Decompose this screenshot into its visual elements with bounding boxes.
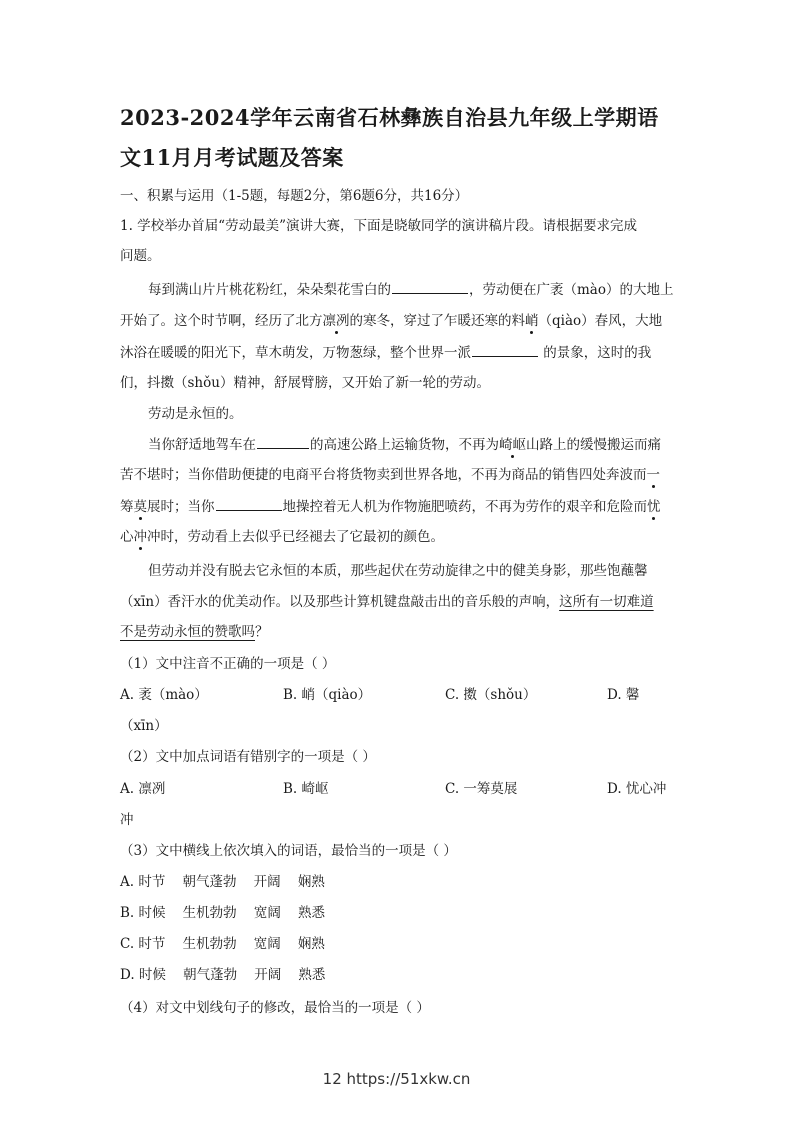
underlined-sentence: 不是劳动永恒的赞歌吗: [120, 624, 255, 640]
passage-p4-line-2: [120, 592, 676, 612]
option-d: D. 时候 朝气蓬勃 开阔 熟悉: [120, 967, 326, 983]
passage-p4-line-3: [120, 622, 676, 642]
dotted-word-xinchong: 心冲冲: [120, 529, 161, 545]
text: ，劳动便在广袤（mào）的大地上: [469, 282, 674, 298]
fill-blank-4: [216, 496, 282, 511]
option-d-wrap: （xīn）: [120, 718, 168, 734]
option-d: D. 馨: [607, 687, 640, 703]
page-footer: 12 https://51xkw.cn: [322, 1070, 471, 1088]
text: 当你舒适地驾车在: [148, 437, 256, 453]
option-b: B. 峭（qiào）: [283, 687, 372, 703]
fill-blank-1: [392, 279, 468, 294]
passage-p3-line-2: [120, 465, 676, 485]
dotted-word-you: 忧: [647, 499, 661, 515]
fill-blank-2: [472, 342, 538, 357]
option-d: D. 忧心冲: [607, 781, 667, 797]
text: 地操控着无人机为作物施肥喷药，不再为劳作的艰辛和危险而: [282, 499, 647, 515]
passage-p1-line-2: [120, 311, 676, 331]
text: ？: [255, 624, 269, 640]
dotted-word-linlie: 凛冽: [322, 313, 350, 329]
question-1-stem-line-1: 1. 学校举办首届“劳动最美”演讲大赛，下面是晓敏同学的演讲稿片段。请根据要求完成: [120, 218, 637, 234]
option-a: A. 袤（mào）: [120, 687, 208, 703]
text: 开始了。这个时节啊，经历了北方: [120, 313, 323, 329]
text: （qiào）春风，大地: [538, 313, 663, 329]
text: （xīn）香汗水的优美动作。以及那些计算机键盘敲击出的音乐般的声响，: [120, 594, 560, 610]
option-a: A. 凛冽: [120, 781, 166, 797]
passage-p1-line-3: [120, 342, 676, 363]
text: 每到满山片片桃花粉红，朵朵梨花雪白的: [148, 282, 391, 298]
question-1-stem-line-2: 问题。: [120, 248, 161, 264]
passage-p2: 劳动是永恒的。: [148, 406, 243, 422]
option-c: C. 时节 生机勃勃 宽阔 娴熟: [120, 936, 325, 952]
sub-question-3: （3）文中横线上依次填入的词语，最恰当的一项是（ ）: [120, 843, 457, 859]
text: 苦不堪时；当你借助便捷的电商平台将货物卖到世界各地，不再为商品的销售四处奔波而: [120, 467, 647, 483]
dotted-word-qiqu: 崎岖: [499, 437, 526, 453]
text: 的景象，这时的我: [539, 345, 652, 361]
option-c: C. 擞（shǒu）: [445, 687, 537, 703]
passage-p3-line-4: [120, 527, 676, 547]
document-title: 2023-2024学年云南省石林彝族自治县九年级上学期语文11月月考试题及答案: [120, 105, 659, 170]
passage-p3-line-1: [148, 434, 676, 455]
passage-p3-line-3: [120, 496, 676, 517]
option-a: A. 时节 朝气蓬勃 开阔 娴熟: [120, 874, 325, 890]
sub-question-1: （1）文中注音不正确的一项是（ ）: [120, 656, 336, 672]
sub-question-2: （2）文中加点词语有错别字的一项是（ ）: [120, 749, 376, 765]
section-heading: 一、积累与运用（1-5题，每题2分，第6题6分，共16分）: [120, 188, 469, 204]
dotted-word-qiao: 峭: [525, 313, 539, 329]
text: 山路上的缓慢搬运而痛: [526, 437, 661, 453]
passage-p1-line-4: 们，抖擞（shǒu）精神，舒展臂膀，又开始了新一轮的劳动。: [120, 375, 490, 391]
text: 时；当你: [160, 499, 215, 515]
passage-p1-line-1: [148, 279, 676, 300]
passage-p4-line-1: 但劳动并没有脱去它永恒的本质，那些起伏在劳动旋律之中的健美身影，那些饱蘸馨: [148, 563, 648, 579]
dotted-word-yi: 一: [646, 467, 660, 483]
text: 沐浴在暖暖的阳光下，草木萌发，万物葱绿，整个世界一派: [120, 345, 471, 361]
fill-blank-3: [257, 434, 309, 449]
sub-question-4: （4）对文中划线句子的修改，最恰当的一项是（ ）: [120, 1000, 430, 1016]
option-c: C. 一筹莫展: [445, 781, 518, 797]
text: 的寒冬，穿过了乍暖还寒的料: [349, 313, 525, 329]
option-d-wrap: 冲: [120, 812, 134, 828]
text: 时，劳动看上去似乎已经褪去了它最初的颜色。: [160, 529, 444, 545]
option-b: B. 时候 生机勃勃 宽阔 熟悉: [120, 905, 325, 921]
underlined-sentence: 这所有一切难道: [559, 594, 654, 610]
option-b: B. 崎岖: [283, 781, 329, 797]
dotted-word-chouzhan: 筹莫展: [120, 499, 161, 515]
text: 的高速公路上运输货物，不再为: [310, 437, 499, 453]
